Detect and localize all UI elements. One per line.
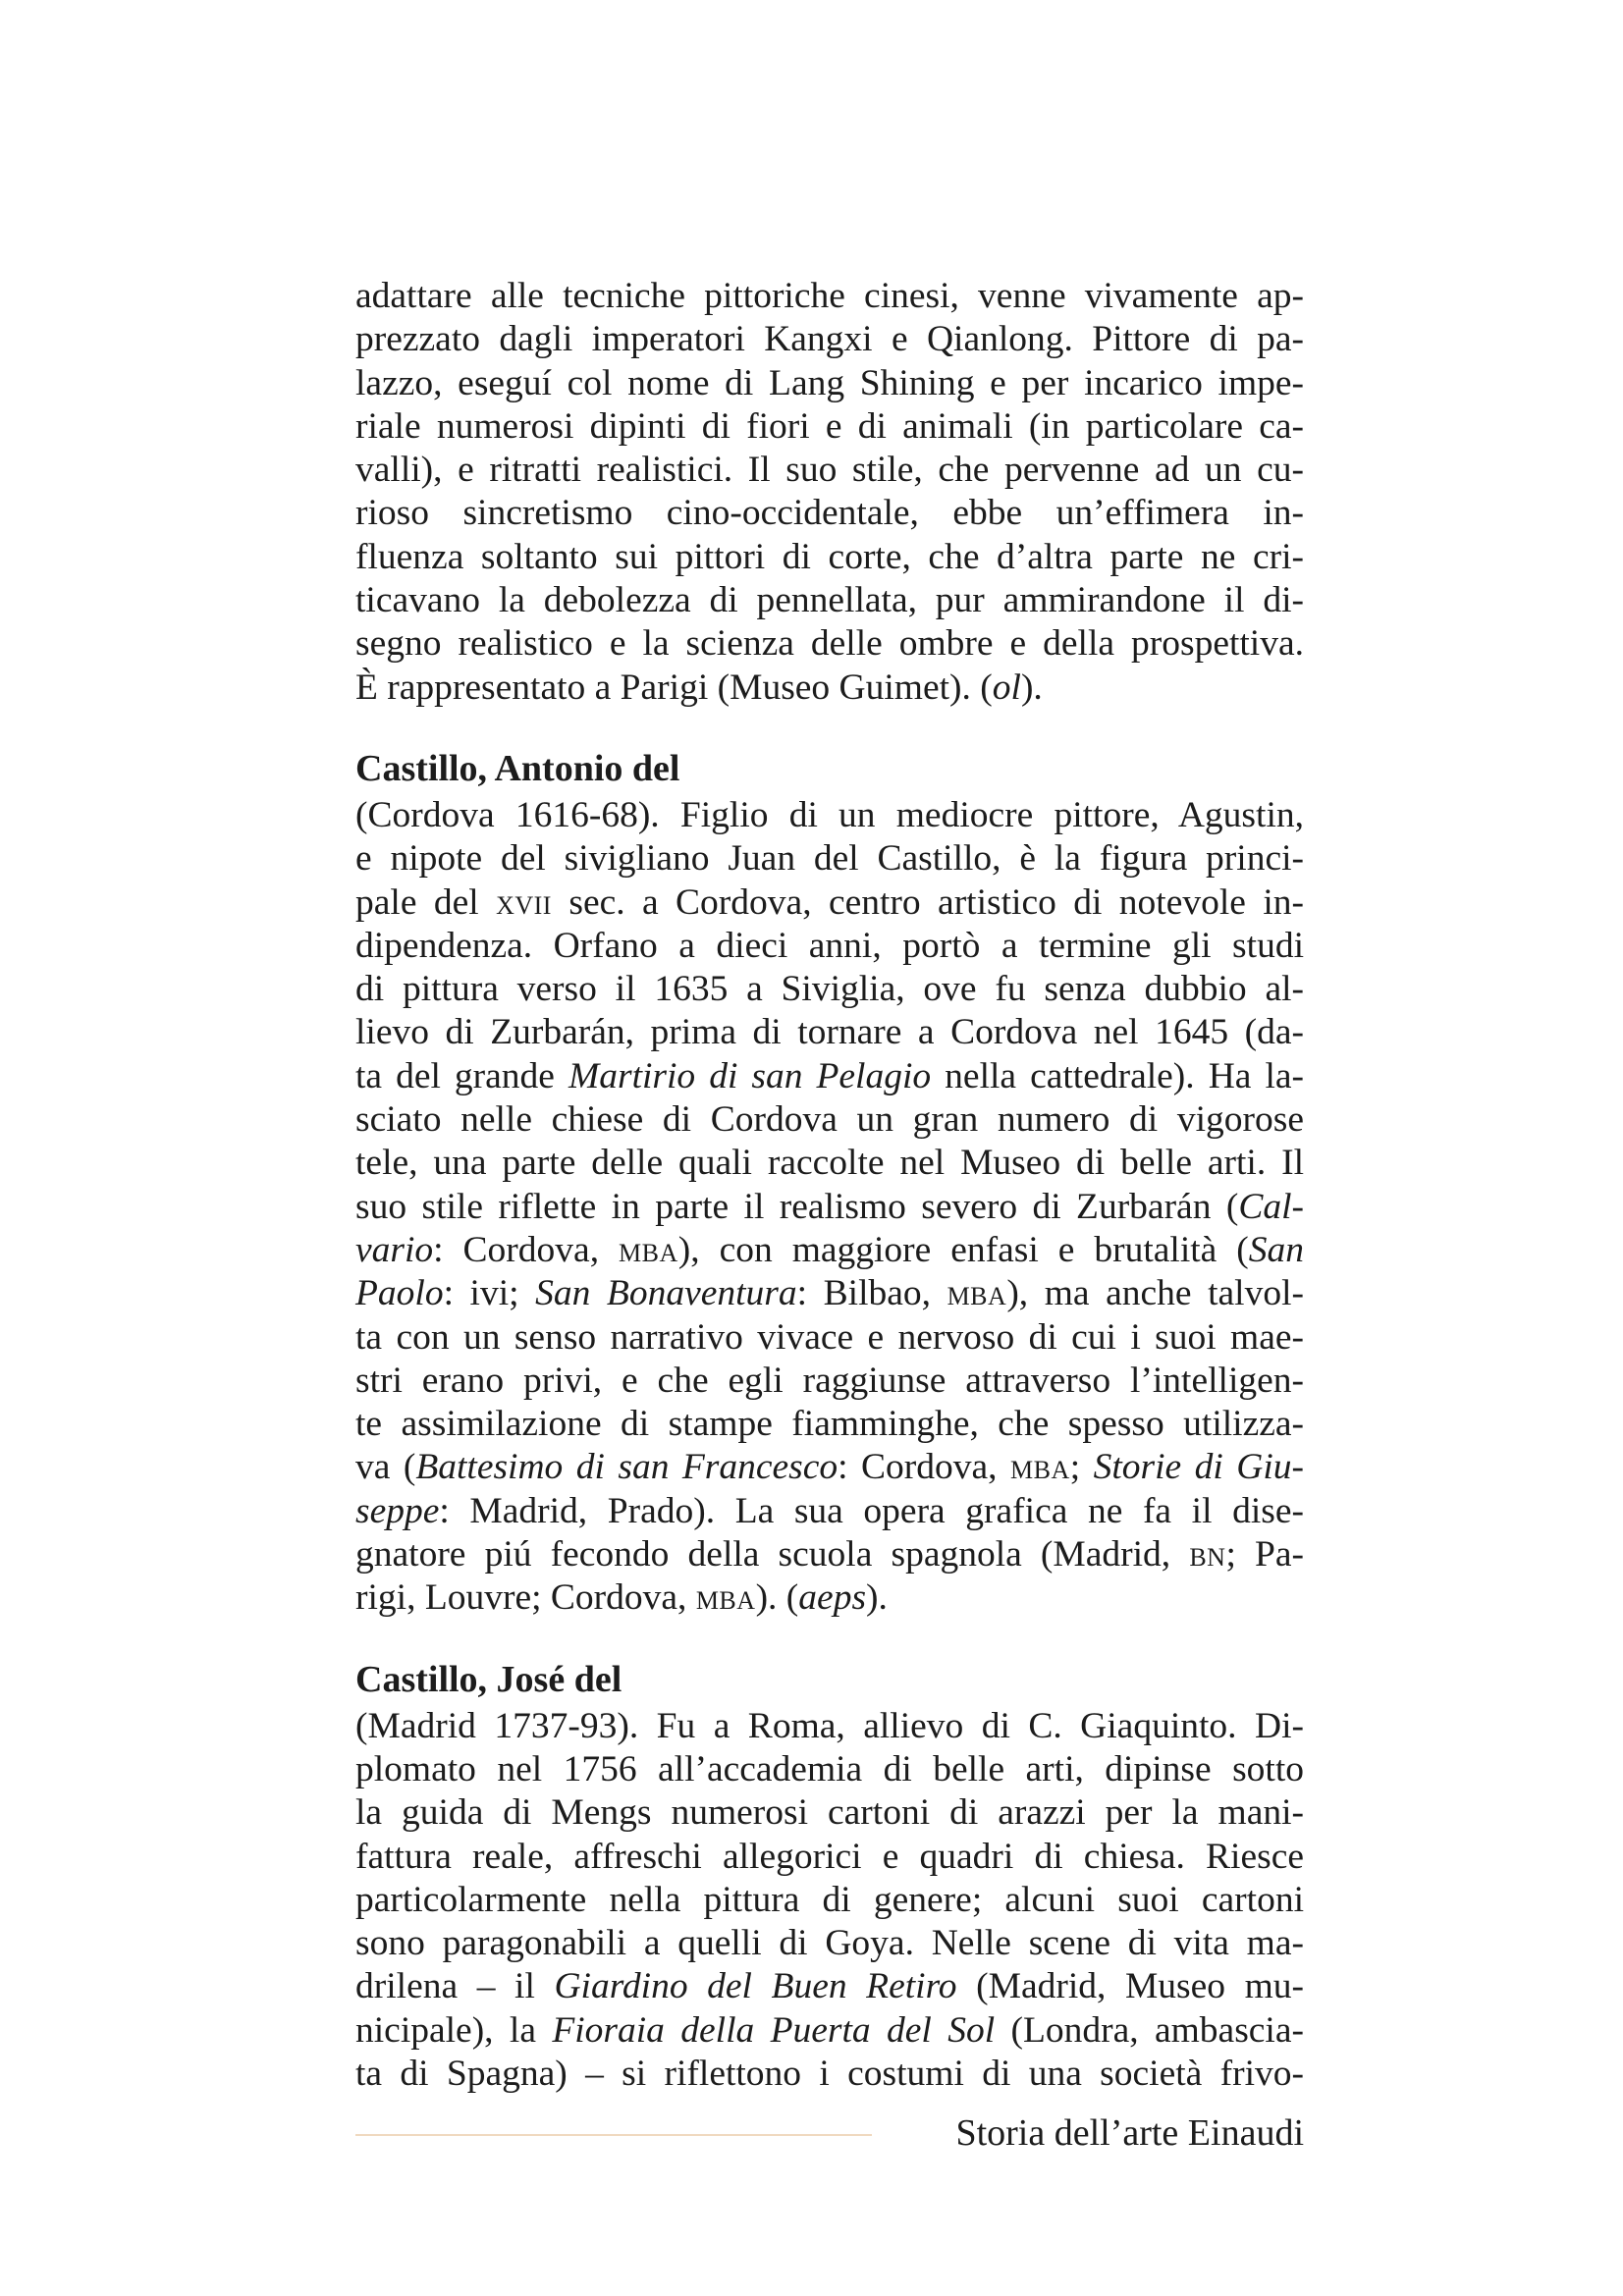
page-footer <box>355 2109 1304 2158</box>
text-line <box>355 1229 1304 1272</box>
text-line: stri erano privi, e che egli raggiunse attraverso l’intelligen- <box>355 1360 1304 1401</box>
text-line: sciato nelle chiese di Cordova un gran numero di vigorose <box>355 1099 1304 1141</box>
text-run: ). ( <box>755 1577 799 1619</box>
entry-text <box>355 1705 1304 2097</box>
text-run: drilena – il <box>355 1966 555 2007</box>
text-line: fattura reale, affreschi allegorici e quadri di chiesa. Riesce <box>355 1836 1304 1877</box>
text-line: riale numerosi dipinti di fiori e di animali (in particolare ca- <box>355 405 1304 447</box>
text-run: gnatore piú fecondo della scuola spagnola (Madrid, <box>355 1534 1190 1575</box>
text-line <box>355 1576 1304 1620</box>
museum-abbrev: mba <box>619 1229 678 1270</box>
text-line: ta con un senso narrativo vivace e nervoso di cui i suoi mae- <box>355 1316 1304 1358</box>
text-line <box>355 1533 1304 1576</box>
museum-abbrev: bn <box>1189 1534 1226 1575</box>
publication-title: Storia dell’arte Einaudi <box>955 2112 1304 2154</box>
author-initials: ol <box>992 667 1021 708</box>
text-run: : Madrid, Prado). La sua opera grafica ne fa il dise- <box>439 1490 1304 1531</box>
footer-rule <box>355 2134 872 2136</box>
text-line: prezzato dagli imperatori Kangxi e Qianlong. Pittore di pa- <box>355 319 1304 360</box>
text-line: ta di Spagna) – si riflettono i costumi di una società frivo- <box>355 2053 1304 2094</box>
text-line: plomato nel 1756 all’accademia di belle arti, dipinse sotto <box>355 1748 1304 1789</box>
text-run: pale del <box>355 881 497 923</box>
text-line <box>355 2009 1304 2053</box>
text-line: la guida di Mengs numerosi cartoni di arazzi per la mani- <box>355 1792 1304 1834</box>
author-initials: aeps <box>798 1577 867 1619</box>
text-line: lievo di Zurbarán, prima di tornare a Cordova nel 1645 (da- <box>355 1012 1304 1053</box>
text-run: : Cordova, <box>838 1447 1010 1488</box>
text-line <box>355 1272 1304 1315</box>
artwork-title: San <box>1248 1229 1304 1270</box>
text-line: dipendenza. Orfano a dieci anni, portò a termine gli studi <box>355 925 1304 966</box>
artwork-title: Giardino del Buen Retiro <box>554 1966 957 2007</box>
museum-abbrev: mba <box>1010 1447 1070 1488</box>
text-run: va ( <box>355 1447 416 1488</box>
text-run: nicipale), la <box>355 2009 553 2051</box>
text-line <box>355 881 1304 925</box>
text-run: : Bilbao, <box>796 1273 947 1314</box>
artwork-title: vario <box>355 1229 434 1270</box>
text-line: (Cordova 1616-68). Figlio di un mediocre pittore, Agustin, <box>355 794 1304 835</box>
entry-castillo-jose <box>355 1658 1304 2097</box>
text-run: ). <box>1020 667 1043 708</box>
text-line: tele, una parte delle quali raccolte nel Museo di belle arti. Il <box>355 1143 1304 1184</box>
text-run: È rappresentato a Parigi (Museo Guimet). ( <box>355 667 993 708</box>
text-line: te assimilazione di stampe fiamminghe, che spesso utilizza- <box>355 1404 1304 1445</box>
text-run: suo stile riflette in parte il realismo severo di Zurbarán ( <box>355 1186 1239 1227</box>
text-line: fluenza soltanto sui pittori di corte, che d’altra parte ne cri- <box>355 536 1304 577</box>
text-line: (Madrid 1737-93). Fu a Roma, allievo di C. Giaquinto. Di- <box>355 1705 1304 1746</box>
text-line: segno realistico e la scienza delle ombre e della prospettiva. <box>355 623 1304 665</box>
artwork-title: Battesimo di san Francesco <box>415 1447 839 1488</box>
museum-abbrev: mba <box>947 1273 1007 1314</box>
text-line: sono paragonabili a quelli di Goya. Nelle scene di vita ma- <box>355 1923 1304 1964</box>
text-line: e nipote del sivigliano Juan del Castillo, è la figura princi- <box>355 838 1304 880</box>
text-run: sec. a Cordova, centro artistico di notevole in- <box>551 881 1304 923</box>
entry-heading: Castillo, José del <box>355 1658 622 1700</box>
artwork-title: Cal- <box>1238 1186 1304 1227</box>
page-body <box>355 275 1304 2096</box>
text-run: ; <box>1069 1447 1094 1488</box>
text-run: nella cattedrale). Ha la- <box>931 1055 1304 1096</box>
text-line <box>355 1055 1304 1098</box>
text-run: : Cordova, <box>433 1229 620 1270</box>
artwork-title: seppe <box>355 1490 440 1531</box>
text-run: ta del grande <box>355 1055 568 1096</box>
text-run: ; Pa- <box>1225 1534 1304 1575</box>
text-run: ), ma anche talvol- <box>1006 1273 1304 1314</box>
text-line <box>355 1965 1304 2008</box>
text-run: (Londra, ambascia- <box>995 2009 1304 2051</box>
text-run: : ivi; <box>443 1273 536 1314</box>
entry-heading: Castillo, Antonio del <box>355 747 680 789</box>
artwork-title: Paolo <box>355 1273 444 1314</box>
entry-text <box>355 794 1304 1621</box>
artwork-title: Martirio di san Pelagio <box>568 1055 932 1096</box>
text-line <box>355 1186 1304 1229</box>
museum-abbrev: mba <box>695 1577 756 1619</box>
text-line: lazzo, eseguí col nome di Lang Shining e per incarico impe- <box>355 362 1304 403</box>
artwork-title: Storie di Giu- <box>1093 1447 1304 1488</box>
text-run: rigi, Louvre; Cordova, <box>355 1577 696 1619</box>
artwork-title: San Bonaventura <box>535 1273 797 1314</box>
text-line: particolarmente nella pittura di genere; alcuni suoi cartoni <box>355 1879 1304 1920</box>
text-run: (Madrid, Museo mu- <box>956 1966 1305 2007</box>
intro-paragraph <box>355 275 1304 710</box>
text-line: ticavano la debolezza di pennellata, pur ammirandone il di- <box>355 580 1304 621</box>
text-run: ). <box>866 1577 888 1619</box>
text-line <box>355 1446 1304 1489</box>
entry-castillo-antonio <box>355 747 1304 1621</box>
text-run: ), con maggiore enfasi e brutalità ( <box>677 1229 1249 1270</box>
text-line: valli), e ritratti realistici. Il suo stile, che pervenne ad un cu- <box>355 450 1304 491</box>
century-smallcaps: xvii <box>496 881 552 923</box>
text-line <box>355 667 1304 710</box>
text-line <box>355 1490 1304 1533</box>
artwork-title: Fioraia della Puerta del Sol <box>552 2009 996 2051</box>
text-line: adattare alle tecniche pittoriche cinesi, venne vivamente ap- <box>355 276 1304 316</box>
text-line: rioso sincretismo cino-occidentale, ebbe un’effimera in- <box>355 493 1304 534</box>
text-line: di pittura verso il 1635 a Siviglia, ove fu senza dubbio al- <box>355 969 1304 1010</box>
